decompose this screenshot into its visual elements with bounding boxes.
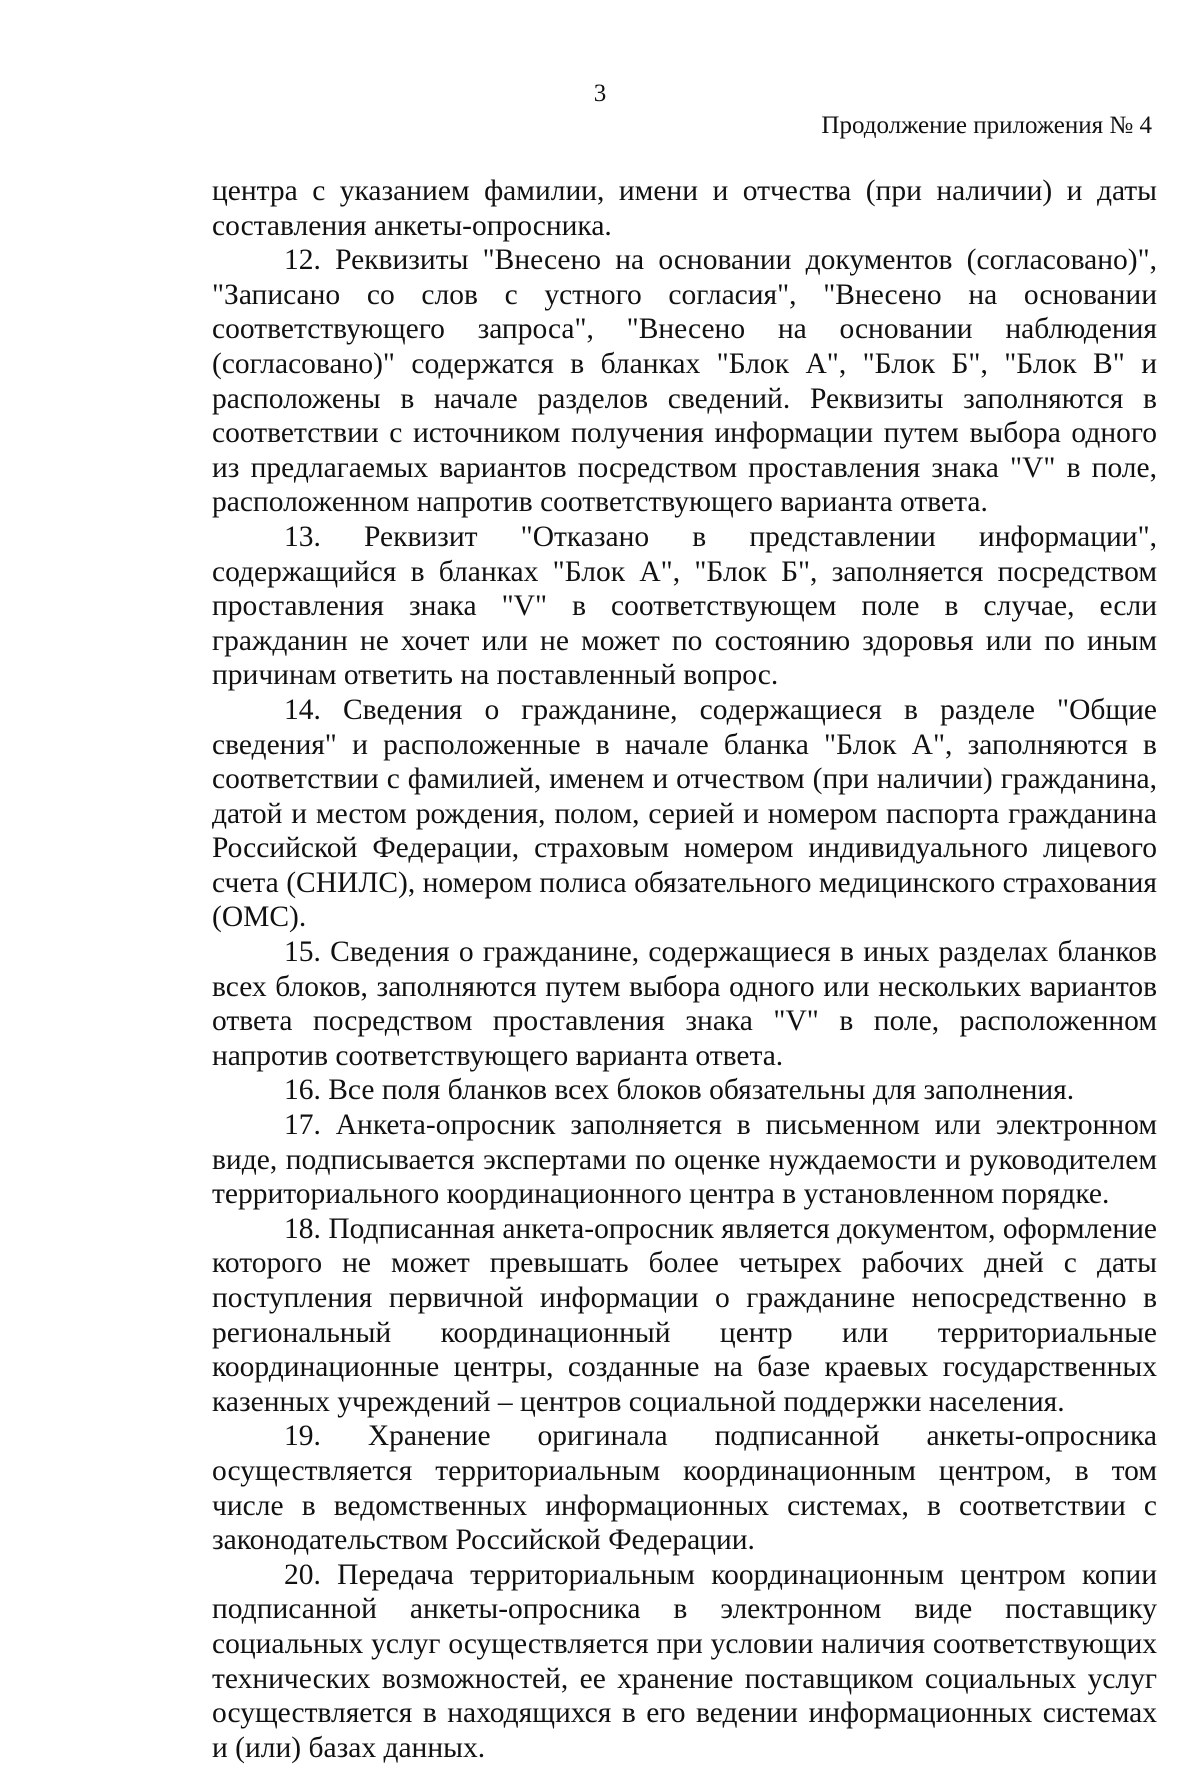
paragraph-17: 17. Анкета-опросник заполняется в письменном или электронном виде, подписывается экспертами по оценке нуждаемости и руководителем территориального координационного центра в установленном порядке. [212, 1109, 1157, 1211]
paragraph-15: 15. Сведения о гражданине, содержащиеся в иных разделах бланков всех блоков, заполняются путем выбора одного или нескольких вариантов ответа посредством проставления знака "V" в поле, расположенном напротив соответствующего варианта ответа. [212, 936, 1157, 1072]
paragraph-20: 20. Передача территориальным координационным центром копии подписанной анкеты-опросника в электронном виде поставщику социальных услуг осуществляется при условии наличия соответствующих технических возможностей, ее хранение поставщиком социальных услуг осуществляется в находящихся в его ведении информационных системах и (или) базах данных. [212, 1558, 1157, 1764]
paragraph-18: 18. Подписанная анкета-опросник является документом, оформление которого не может превышать более четырех рабочих дней с даты поступления первичной информации о гражданине непосредственно в региональный координационный центр или территориальные координационные центры, созданные на базе краевых государственных казенных учреждений – центров социальной поддержки населения. [212, 1212, 1157, 1418]
paragraph-13: 13. Реквизит "Отказано в представлении информации", содержащийся в бланках "Блок А", "Блок Б", заполняется посредством проставления знака "V" в соответствующем поле в случае, если гражданин не хочет или не может по состоянию здоровья или по иным причинам ответить на поставленный вопрос. [212, 520, 1157, 692]
document-body [212, 174, 1157, 1765]
paragraph-16: 16. Все поля бланков всех блоков обязательны для заполнения. [284, 1074, 1075, 1107]
appendix-header: Продолжение приложения № 4 [821, 112, 1152, 139]
paragraph-12: 12. Реквизиты "Внесено на основании документов (согласовано)", "Записано со слов с устного согласия", "Внесено на основании соответствующего запроса", "Внесено на основании наблюдения (согласовано)" содержатся в бланках "Блок А", "Блок Б", "Блок В" и расположены в начале разделов сведений. Реквизиты заполняются в соответствии с источником получения информации путем выбора одного из предлагаемых вариантов посредством проставления знака "V" в поле, расположенном напротив соответствующего варианта ответа. [212, 244, 1157, 519]
paragraph-continuation: центра с указанием фамилии, имени и отчества (при наличии) и даты составления анкеты-опросника. [212, 175, 1157, 242]
page-number: 3 [593, 80, 607, 107]
paragraph-19: 19. Хранение оригинала подписанной анкеты-опросника осуществляется территориальным координационным центром, в том числе в ведомственных информационных системах, в соответствии с законодательством Российской Федерации. [212, 1420, 1157, 1557]
paragraph-14: 14. Сведения о гражданине, содержащиеся в разделе "Общие сведения" и расположенные в начале бланка "Блок А", заполняются в соответствии с фамилией, именем и отчеством (при наличии) гражданина, датой и местом рождения, полом, серией и номером паспорта гражданина Российской Федерации, страховым номером индивидуального лицевого счета (СНИЛС), номером полиса обязательного медицинского страхования (ОМС). [212, 693, 1157, 934]
